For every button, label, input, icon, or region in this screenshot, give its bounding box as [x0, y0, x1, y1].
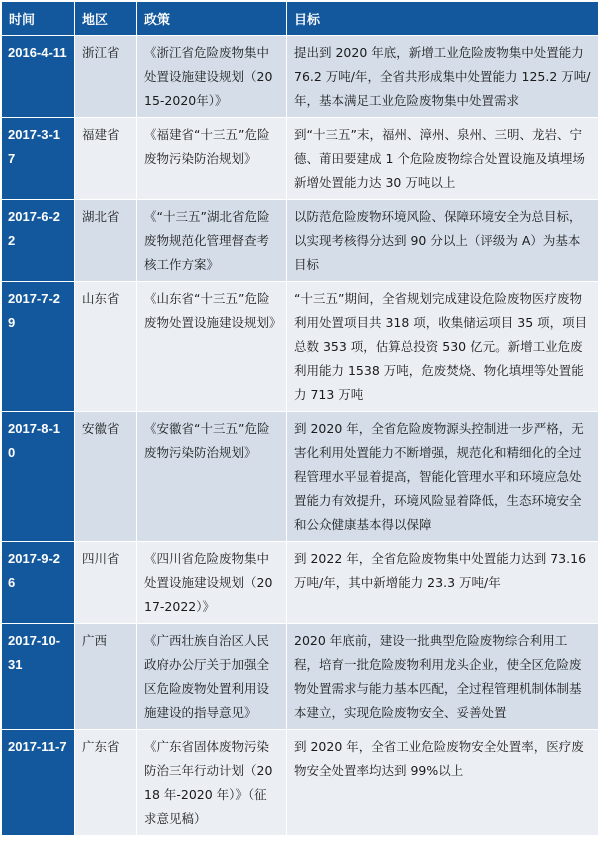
row-policy: 《“十三五”湖北省危险废物规范化管理督查考核工作方案》 [137, 200, 287, 282]
row-policy: 《福建省“十三五”危险废物污染防治规划》 [137, 118, 287, 200]
row-policy: 《广东省固体废物污染防治三年行动计划（2018 年-2020 年）》（征求意见稿） [137, 730, 287, 836]
table-row [2, 200, 599, 282]
table-row [2, 730, 599, 836]
row-time: 2017-3-17 [2, 118, 75, 200]
row-region: 四川省 [75, 542, 137, 624]
table-row [2, 282, 599, 412]
row-time: 2017-8-10 [2, 412, 75, 542]
table-row [2, 412, 599, 542]
row-time: 2017-10-31 [2, 624, 75, 730]
header-policy: 政策 [137, 2, 287, 36]
row-time: 2017-11-7 [2, 730, 75, 836]
row-time: 2016-4-11 [2, 36, 75, 118]
table-header-row [2, 2, 599, 36]
header-time: 时间 [2, 2, 75, 36]
row-region: 湖北省 [75, 200, 137, 282]
row-time: 2017-6-22 [2, 200, 75, 282]
row-region: 浙江省 [75, 36, 137, 118]
table-row [2, 118, 599, 200]
header-goal: 目标 [287, 2, 599, 36]
row-policy: 《山东省“十三五”危险废物处置设施建设规划》 [137, 282, 287, 412]
table-row [2, 542, 599, 624]
row-goal: 提出到 2020 年底，新增工业危险废物集中处置能力 76.2 万吨/年，全省共形成集中处置能力 125.2 万吨/年，基本满足工业危险废物集中处置需求 [287, 36, 599, 118]
row-goal: 到 2020 年，全省工业危险废物安全处置率，医疗废物安全处置率均达到 99%以上 [287, 730, 599, 836]
header-region: 地区 [75, 2, 137, 36]
row-policy: 《广西壮族自治区人民政府办公厅关于加强全区危险废物处置利用设施建设的指导意见》 [137, 624, 287, 730]
row-goal: 到 2020 年，全省危险废物源头控制进一步严格，无害化利用处置能力不断增强，规范化和精细化的全过程管理水平显着提高，智能化管理水平和环境应急处置能力有效提升，环境风险显着降低，生态环境安全和公众健康基本得以保障 [287, 412, 599, 542]
row-policy: 《四川省危险废物集中处置设施建设规划（2017-2022）》 [137, 542, 287, 624]
row-time: 2017-7-29 [2, 282, 75, 412]
policy-table [1, 1, 599, 836]
row-time: 2017-9-26 [2, 542, 75, 624]
row-policy: 《安徽省“十三五”危险废物污染防治规划》 [137, 412, 287, 542]
table-row [2, 624, 599, 730]
row-goal: “十三五”期间，全省规划完成建设危险废物医疗废物利用处置项目共 318 项，收集储运项目 35 项，项目总数 353 项，估算总投资 530 亿元。新增工业危废利用能力 1538 万吨，危废焚烧、物化填埋等处置能力 713 万吨 [287, 282, 599, 412]
row-region: 广东省 [75, 730, 137, 836]
row-goal: 到“十三五”末，福州、漳州、泉州、三明、龙岩、宁德、莆田要建成 1 个危险废物综合处置设施及填埋场新增处置能力达 30 万吨以上 [287, 118, 599, 200]
row-policy: 《浙江省危险废物集中处置设施建设规划（2015-2020年）》 [137, 36, 287, 118]
table-row [2, 36, 599, 118]
row-region: 广西 [75, 624, 137, 730]
row-goal: 2020 年底前，建设一批典型危险废物综合利用工程，培育一批危险废物利用龙头企业，使全区危险废物处置需求与能力基本匹配，全过程管理机制体制基本建立，实现危险废物安全、妥善处置 [287, 624, 599, 730]
row-goal: 到 2022 年，全省危险废物集中处置能力达到 73.16 万吨/年，其中新增能力 23.3 万吨/年 [287, 542, 599, 624]
row-goal: 以防范危险废物环境风险、保障环境安全为总目标，以实现考核得分达到 90 分以上（评级为 A）为基本目标 [287, 200, 599, 282]
row-region: 福建省 [75, 118, 137, 200]
row-region: 山东省 [75, 282, 137, 412]
row-region: 安徽省 [75, 412, 137, 542]
